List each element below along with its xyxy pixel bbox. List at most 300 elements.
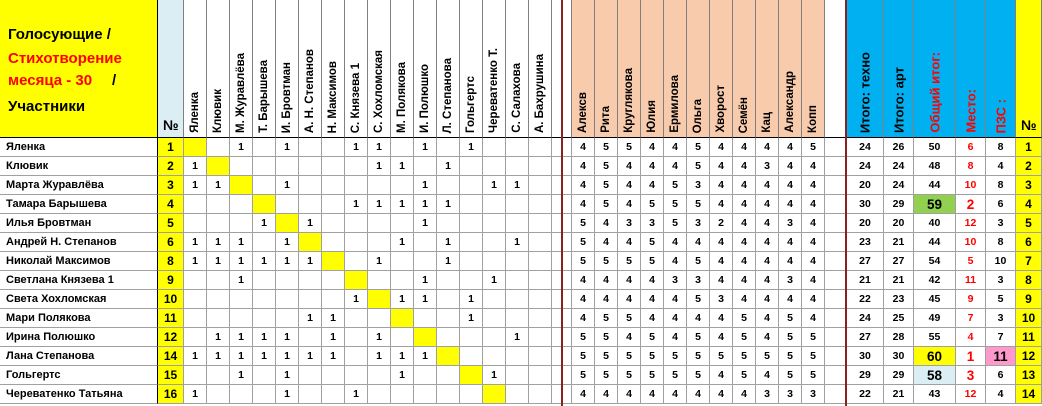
tech-score-cell[interactable]: 5	[779, 328, 802, 347]
vote-cell[interactable]	[299, 195, 322, 214]
pzs-cell[interactable]: 3	[986, 214, 1016, 233]
pzs-cell[interactable]: 3	[986, 271, 1016, 290]
vote-cell[interactable]: 1	[276, 347, 299, 366]
vote-cell[interactable]	[345, 214, 368, 233]
tech-score-cell[interactable]: 5	[802, 347, 825, 366]
tech-score-cell[interactable]: 4	[618, 195, 641, 214]
tech-score-cell[interactable]: 4	[779, 176, 802, 195]
row-number-cell[interactable]: 6	[1016, 233, 1042, 252]
vote-cell[interactable]: 1	[276, 385, 299, 404]
vote-cell[interactable]: 1	[345, 290, 368, 309]
tech-score-cell[interactable]: 4	[802, 233, 825, 252]
vote-cell[interactable]: 1	[391, 157, 414, 176]
tech-score-cell[interactable]: 5	[595, 347, 618, 366]
vote-cell[interactable]	[414, 309, 437, 328]
tech-score-cell[interactable]: 4	[595, 271, 618, 290]
vote-cell[interactable]	[184, 195, 207, 214]
tech-score-cell[interactable]: 3	[779, 271, 802, 290]
place-cell[interactable]: 12	[956, 385, 986, 404]
vote-cell[interactable]: 1	[184, 233, 207, 252]
vote-cell[interactable]: 1	[207, 347, 230, 366]
tech-total-cell[interactable]: 27	[847, 328, 884, 347]
participant-name[interactable]: Клювик	[0, 157, 158, 176]
voter-column-header[interactable]	[483, 0, 506, 138]
vote-cell[interactable]	[460, 214, 483, 233]
tech-score-cell[interactable]: 4	[756, 176, 779, 195]
vote-cell[interactable]	[437, 176, 460, 195]
vote-cell[interactable]	[368, 366, 391, 385]
participant-name[interactable]: Ирина Полюшко	[0, 328, 158, 347]
vote-cell[interactable]: 1	[368, 195, 391, 214]
tech-score-cell[interactable]: 5	[595, 195, 618, 214]
tech-score-cell[interactable]: 3	[641, 214, 664, 233]
vote-cell[interactable]	[253, 271, 276, 290]
tech-score-cell[interactable]: 4	[641, 385, 664, 404]
tech-score-cell[interactable]: 4	[802, 176, 825, 195]
tech-score-cell[interactable]: 5	[641, 366, 664, 385]
tech-score-cell[interactable]: 5	[595, 309, 618, 328]
tech-score-cell[interactable]: 4	[664, 328, 687, 347]
vote-cell[interactable]: 1	[414, 138, 437, 157]
total-column-header[interactable]	[956, 0, 986, 138]
tech-score-cell[interactable]: 5	[687, 195, 710, 214]
tech-total-cell[interactable]: 22	[847, 290, 884, 309]
vote-cell[interactable]	[483, 233, 506, 252]
vote-cell[interactable]	[460, 252, 483, 271]
participant-name[interactable]: Тамара Барышева	[0, 195, 158, 214]
vote-cell[interactable]	[529, 214, 552, 233]
vote-cell[interactable]	[368, 271, 391, 290]
place-cell[interactable]: 7	[956, 309, 986, 328]
vote-cell[interactable]	[483, 195, 506, 214]
vote-cell[interactable]	[529, 252, 552, 271]
vote-cell[interactable]: 1	[460, 309, 483, 328]
voter-column-header[interactable]	[506, 0, 529, 138]
tech-score-cell[interactable]: 4	[664, 385, 687, 404]
place-cell[interactable]: 11	[956, 271, 986, 290]
vote-cell[interactable]	[529, 157, 552, 176]
tech-score-cell[interactable]: 5	[687, 366, 710, 385]
vote-cell[interactable]	[276, 195, 299, 214]
vote-cell[interactable]: 1	[506, 328, 529, 347]
self-vote-cell[interactable]	[345, 271, 368, 290]
place-cell[interactable]: 10	[956, 176, 986, 195]
grand-total-cell[interactable]: 50	[914, 138, 956, 157]
tech-total-cell[interactable]: 22	[847, 385, 884, 404]
tech-score-cell[interactable]: 5	[641, 328, 664, 347]
tech-column-header[interactable]	[664, 0, 687, 138]
tech-score-cell[interactable]: 5	[779, 309, 802, 328]
tech-score-cell[interactable]: 4	[802, 309, 825, 328]
vote-cell[interactable]: 1	[253, 214, 276, 233]
tech-score-cell[interactable]: 5	[572, 328, 595, 347]
vote-cell[interactable]	[460, 233, 483, 252]
tech-total-cell[interactable]: 21	[847, 271, 884, 290]
self-vote-cell[interactable]	[322, 252, 345, 271]
vote-cell[interactable]: 1	[299, 309, 322, 328]
vote-cell[interactable]: 1	[184, 252, 207, 271]
vote-cell[interactable]: 1	[230, 328, 253, 347]
tech-score-cell[interactable]: 4	[710, 309, 733, 328]
tech-score-cell[interactable]: 5	[779, 347, 802, 366]
grand-total-cell[interactable]: 60	[914, 347, 956, 366]
tech-score-cell[interactable]: 4	[733, 214, 756, 233]
vote-cell[interactable]	[506, 366, 529, 385]
voter-column-header[interactable]	[368, 0, 391, 138]
vote-cell[interactable]	[391, 328, 414, 347]
pzs-cell[interactable]: 4	[986, 385, 1016, 404]
tech-score-cell[interactable]: 5	[595, 157, 618, 176]
vote-cell[interactable]	[207, 271, 230, 290]
tech-score-cell[interactable]: 4	[756, 309, 779, 328]
tech-score-cell[interactable]: 5	[572, 366, 595, 385]
vote-cell[interactable]	[483, 252, 506, 271]
tech-score-cell[interactable]: 4	[595, 233, 618, 252]
tech-score-cell[interactable]: 3	[687, 271, 710, 290]
tech-score-cell[interactable]: 4	[664, 290, 687, 309]
participant-name[interactable]: Череватенко Татьяна	[0, 385, 158, 404]
tech-score-cell[interactable]: 5	[687, 157, 710, 176]
vote-cell[interactable]	[506, 252, 529, 271]
vote-cell[interactable]	[391, 138, 414, 157]
row-number-cell[interactable]: 11	[1016, 328, 1042, 347]
tech-column-header[interactable]	[733, 0, 756, 138]
tech-score-cell[interactable]: 5	[618, 366, 641, 385]
vote-cell[interactable]: 1	[437, 157, 460, 176]
row-number-cell[interactable]: 13	[1016, 366, 1042, 385]
vote-cell[interactable]: 1	[414, 290, 437, 309]
participant-name[interactable]: Мари Полякова	[0, 309, 158, 328]
self-vote-cell[interactable]	[414, 328, 437, 347]
self-vote-cell[interactable]	[483, 385, 506, 404]
tech-score-cell[interactable]: 5	[733, 328, 756, 347]
tech-score-cell[interactable]: 5	[802, 366, 825, 385]
tech-score-cell[interactable]: 5	[664, 195, 687, 214]
vote-cell[interactable]	[437, 214, 460, 233]
vote-cell[interactable]: 1	[391, 290, 414, 309]
vote-cell[interactable]	[345, 233, 368, 252]
vote-cell[interactable]	[529, 290, 552, 309]
vote-cell[interactable]	[299, 385, 322, 404]
vote-cell[interactable]	[506, 385, 529, 404]
tech-score-cell[interactable]: 4	[618, 233, 641, 252]
vote-cell[interactable]	[299, 176, 322, 195]
tech-score-cell[interactable]: 4	[572, 176, 595, 195]
vote-cell[interactable]	[345, 176, 368, 195]
vote-cell[interactable]	[529, 347, 552, 366]
vote-cell[interactable]	[368, 233, 391, 252]
vote-cell[interactable]	[460, 347, 483, 366]
pzs-cell[interactable]: 5	[986, 290, 1016, 309]
tech-score-cell[interactable]: 5	[710, 347, 733, 366]
grand-total-cell[interactable]: 48	[914, 157, 956, 176]
tech-score-cell[interactable]: 5	[687, 347, 710, 366]
vote-cell[interactable]: 1	[276, 328, 299, 347]
grand-total-cell[interactable]: 58	[914, 366, 956, 385]
tech-score-cell[interactable]: 4	[572, 290, 595, 309]
tech-score-cell[interactable]: 4	[664, 309, 687, 328]
vote-cell[interactable]	[207, 138, 230, 157]
tech-score-cell[interactable]: 5	[572, 233, 595, 252]
row-number-cell[interactable]: 10	[1016, 309, 1042, 328]
tech-score-cell[interactable]: 5	[595, 366, 618, 385]
self-vote-cell[interactable]	[253, 195, 276, 214]
vote-cell[interactable]	[322, 214, 345, 233]
vote-cell[interactable]	[414, 157, 437, 176]
tech-score-cell[interactable]: 4	[641, 290, 664, 309]
grand-total-cell[interactable]: 55	[914, 328, 956, 347]
total-column-header[interactable]	[986, 0, 1016, 138]
place-cell[interactable]: 2	[956, 195, 986, 214]
self-vote-cell[interactable]	[230, 176, 253, 195]
tech-score-cell[interactable]: 3	[664, 271, 687, 290]
vote-cell[interactable]	[529, 176, 552, 195]
tech-total-cell[interactable]: 24	[847, 138, 884, 157]
tech-score-cell[interactable]: 4	[733, 195, 756, 214]
vote-cell[interactable]: 1	[276, 138, 299, 157]
vote-cell[interactable]	[391, 214, 414, 233]
vote-cell[interactable]	[368, 309, 391, 328]
art-total-cell[interactable]: 24	[884, 157, 914, 176]
vote-cell[interactable]: 1	[299, 214, 322, 233]
total-column-header[interactable]	[914, 0, 956, 138]
tech-score-cell[interactable]: 4	[733, 138, 756, 157]
tech-score-cell[interactable]: 5	[664, 347, 687, 366]
vote-cell[interactable]: 1	[230, 252, 253, 271]
tech-score-cell[interactable]: 4	[572, 385, 595, 404]
row-number-cell[interactable]: 8	[1016, 271, 1042, 290]
self-vote-cell[interactable]	[460, 366, 483, 385]
vote-cell[interactable]	[184, 328, 207, 347]
pzs-cell[interactable]: 8	[986, 138, 1016, 157]
voter-column-header[interactable]	[276, 0, 299, 138]
art-total-cell[interactable]: 23	[884, 290, 914, 309]
vote-cell[interactable]: 1	[184, 385, 207, 404]
vote-cell[interactable]	[506, 195, 529, 214]
vote-cell[interactable]	[299, 157, 322, 176]
vote-cell[interactable]: 1	[230, 233, 253, 252]
vote-cell[interactable]	[184, 290, 207, 309]
place-cell[interactable]: 5	[956, 252, 986, 271]
vote-cell[interactable]: 1	[345, 385, 368, 404]
tech-score-cell[interactable]: 4	[733, 290, 756, 309]
tech-score-cell[interactable]: 4	[618, 385, 641, 404]
vote-cell[interactable]	[414, 233, 437, 252]
row-number-cell[interactable]: 14	[1016, 385, 1042, 404]
tech-score-cell[interactable]: 5	[641, 233, 664, 252]
grand-total-cell[interactable]: 40	[914, 214, 956, 233]
tech-score-cell[interactable]: 4	[641, 138, 664, 157]
grand-total-cell[interactable]: 49	[914, 309, 956, 328]
vote-cell[interactable]	[230, 290, 253, 309]
vote-cell[interactable]	[391, 271, 414, 290]
vote-cell[interactable]: 1	[322, 347, 345, 366]
vote-cell[interactable]	[437, 271, 460, 290]
place-cell[interactable]: 3	[956, 366, 986, 385]
vote-cell[interactable]	[529, 366, 552, 385]
vote-cell[interactable]	[483, 309, 506, 328]
place-cell[interactable]: 12	[956, 214, 986, 233]
vote-cell[interactable]	[368, 385, 391, 404]
vote-cell[interactable]	[276, 271, 299, 290]
tech-score-cell[interactable]: 4	[641, 176, 664, 195]
tech-score-cell[interactable]: 4	[618, 176, 641, 195]
vote-cell[interactable]: 1	[391, 195, 414, 214]
vote-cell[interactable]	[345, 252, 368, 271]
grand-total-cell[interactable]: 42	[914, 271, 956, 290]
tech-column-header[interactable]	[618, 0, 641, 138]
vote-cell[interactable]	[460, 271, 483, 290]
vote-cell[interactable]	[253, 138, 276, 157]
tech-score-cell[interactable]: 5	[618, 347, 641, 366]
voter-column-header[interactable]	[529, 0, 552, 138]
vote-cell[interactable]	[322, 176, 345, 195]
tech-column-header[interactable]	[802, 0, 825, 138]
vote-cell[interactable]	[184, 366, 207, 385]
tech-score-cell[interactable]: 4	[802, 252, 825, 271]
vote-cell[interactable]	[368, 214, 391, 233]
place-cell[interactable]: 1	[956, 347, 986, 366]
art-total-cell[interactable]: 24	[884, 176, 914, 195]
tech-score-cell[interactable]: 3	[756, 157, 779, 176]
participant-name[interactable]: Яленка	[0, 138, 158, 157]
tech-score-cell[interactable]: 3	[779, 214, 802, 233]
vote-cell[interactable]: 1	[345, 138, 368, 157]
tech-score-cell[interactable]: 4	[710, 176, 733, 195]
pzs-cell[interactable]: 7	[986, 328, 1016, 347]
tech-score-cell[interactable]: 4	[756, 195, 779, 214]
tech-score-cell[interactable]: 3	[687, 214, 710, 233]
vote-cell[interactable]	[506, 271, 529, 290]
vote-cell[interactable]	[322, 271, 345, 290]
tech-score-cell[interactable]: 5	[595, 328, 618, 347]
vote-cell[interactable]: 1	[414, 176, 437, 195]
vote-cell[interactable]	[506, 309, 529, 328]
row-number-cell[interactable]: 1	[1016, 138, 1042, 157]
tech-score-cell[interactable]: 3	[802, 385, 825, 404]
vote-cell[interactable]	[391, 176, 414, 195]
vote-cell[interactable]	[253, 290, 276, 309]
vote-cell[interactable]: 1	[184, 157, 207, 176]
vote-cell[interactable]	[460, 176, 483, 195]
vote-cell[interactable]: 1	[230, 138, 253, 157]
vote-cell[interactable]	[483, 157, 506, 176]
vote-cell[interactable]	[253, 366, 276, 385]
vote-cell[interactable]: 1	[184, 176, 207, 195]
self-vote-cell[interactable]	[184, 138, 207, 157]
grand-total-cell[interactable]: 43	[914, 385, 956, 404]
tech-score-cell[interactable]: 4	[572, 309, 595, 328]
vote-cell[interactable]	[483, 347, 506, 366]
total-column-header[interactable]	[1016, 0, 1042, 138]
place-cell[interactable]: 8	[956, 157, 986, 176]
art-total-cell[interactable]: 29	[884, 366, 914, 385]
tech-score-cell[interactable]: 5	[595, 252, 618, 271]
vote-cell[interactable]	[322, 366, 345, 385]
vote-cell[interactable]: 1	[483, 271, 506, 290]
vote-cell[interactable]: 1	[253, 347, 276, 366]
vote-cell[interactable]	[184, 214, 207, 233]
tech-score-cell[interactable]: 4	[756, 138, 779, 157]
tech-score-cell[interactable]: 2	[710, 214, 733, 233]
row-number-cell[interactable]: 4	[1016, 195, 1042, 214]
tech-score-cell[interactable]: 4	[733, 176, 756, 195]
tech-score-cell[interactable]: 4	[595, 385, 618, 404]
vote-cell[interactable]: 1	[368, 138, 391, 157]
vote-cell[interactable]: 1	[437, 195, 460, 214]
participant-name[interactable]: Лана Степанова	[0, 347, 158, 366]
tech-score-cell[interactable]: 3	[756, 385, 779, 404]
vote-cell[interactable]: 1	[299, 252, 322, 271]
vote-cell[interactable]: 1	[414, 347, 437, 366]
voter-column-header[interactable]	[391, 0, 414, 138]
vote-cell[interactable]: 1	[460, 138, 483, 157]
vote-cell[interactable]	[207, 366, 230, 385]
voter-column-header[interactable]	[230, 0, 253, 138]
vote-cell[interactable]: 1	[368, 347, 391, 366]
pzs-cell[interactable]: 8	[986, 176, 1016, 195]
vote-cell[interactable]	[414, 366, 437, 385]
row-number-cell[interactable]: 7	[1016, 252, 1042, 271]
voter-column-header[interactable]	[207, 0, 230, 138]
vote-cell[interactable]	[529, 328, 552, 347]
vote-cell[interactable]	[230, 214, 253, 233]
pzs-cell[interactable]: 10	[986, 252, 1016, 271]
tech-score-cell[interactable]: 4	[572, 271, 595, 290]
vote-cell[interactable]: 1	[207, 176, 230, 195]
vote-cell[interactable]	[506, 347, 529, 366]
tech-score-cell[interactable]: 4	[641, 271, 664, 290]
tech-score-cell[interactable]: 4	[756, 366, 779, 385]
tech-score-cell[interactable]: 4	[733, 157, 756, 176]
vote-cell[interactable]	[276, 309, 299, 328]
vote-cell[interactable]	[276, 157, 299, 176]
total-column-header[interactable]	[884, 0, 914, 138]
tech-total-cell[interactable]: 24	[847, 309, 884, 328]
vote-cell[interactable]	[368, 176, 391, 195]
tech-score-cell[interactable]: 4	[710, 138, 733, 157]
vote-cell[interactable]	[253, 176, 276, 195]
place-cell[interactable]: 4	[956, 328, 986, 347]
tech-score-cell[interactable]: 4	[733, 385, 756, 404]
participant-name[interactable]: Светлана Князева 1	[0, 271, 158, 290]
vote-cell[interactable]: 1	[276, 252, 299, 271]
vote-cell[interactable]: 1	[414, 271, 437, 290]
vote-cell[interactable]: 1	[391, 347, 414, 366]
vote-cell[interactable]	[230, 385, 253, 404]
grand-total-cell[interactable]: 45	[914, 290, 956, 309]
self-vote-cell[interactable]	[391, 309, 414, 328]
vote-cell[interactable]	[345, 157, 368, 176]
art-total-cell[interactable]: 21	[884, 385, 914, 404]
vote-cell[interactable]: 1	[207, 252, 230, 271]
vote-cell[interactable]	[299, 366, 322, 385]
vote-cell[interactable]	[299, 138, 322, 157]
tech-score-cell[interactable]: 4	[779, 195, 802, 214]
self-vote-cell[interactable]	[207, 157, 230, 176]
vote-cell[interactable]	[207, 290, 230, 309]
tech-total-cell[interactable]: 20	[847, 176, 884, 195]
vote-cell[interactable]	[506, 290, 529, 309]
vote-cell[interactable]: 1	[368, 252, 391, 271]
vote-cell[interactable]: 1	[276, 366, 299, 385]
tech-score-cell[interactable]: 4	[756, 271, 779, 290]
vote-cell[interactable]	[299, 328, 322, 347]
total-column-header[interactable]	[847, 0, 884, 138]
tech-total-cell[interactable]: 20	[847, 214, 884, 233]
vote-cell[interactable]	[322, 385, 345, 404]
vote-cell[interactable]: 1	[345, 195, 368, 214]
